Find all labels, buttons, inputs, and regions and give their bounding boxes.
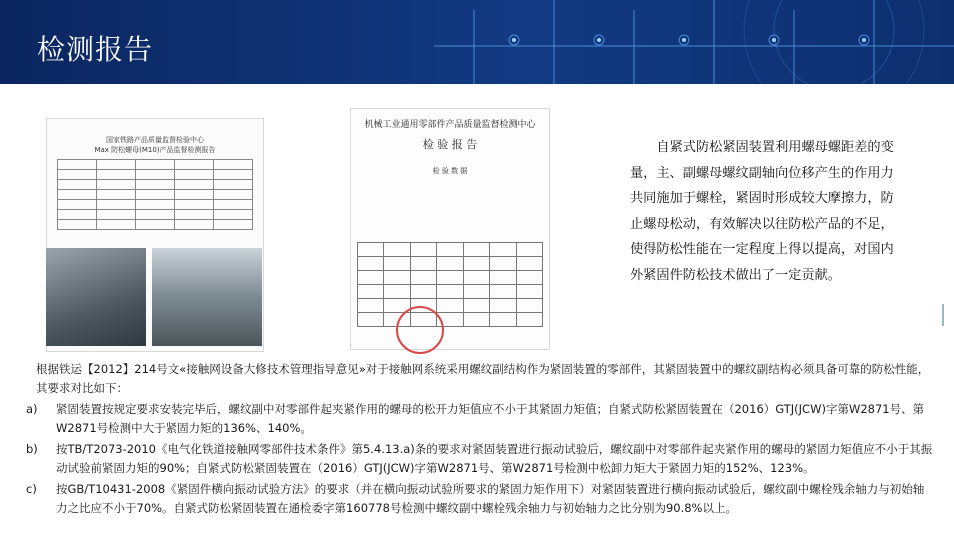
page-title: 检测报告	[37, 33, 154, 66]
doc-right-title: 检 验 报 告	[422, 138, 478, 151]
requirements-section	[22, 360, 934, 518]
requirement-item	[22, 440, 934, 478]
tech-decoration	[434, 0, 954, 84]
item-text: 按GB/T10431-2008《紧固件横向振动试验方法》的要求（并在横向振动试验所要求的紧固力矩作用下）对紧固装置进行横向振动试验后，螺纹副中螺栓残余轴力与初始轴力之比应不小于70%。自紧式防松紧固装置在通检委字第160778号检测中螺纹副中螺栓残余轴力与初始轴力之比分别为90.8%以上。	[56, 482, 925, 515]
doc-left-org: 国家铁路产品质量监督检验中心	[106, 136, 204, 144]
report-image-right	[350, 108, 550, 350]
item-marker: b)	[26, 442, 38, 456]
requirement-item	[22, 480, 934, 518]
doc-left-table	[57, 159, 253, 230]
header-banner	[0, 0, 954, 84]
requirement-item	[22, 400, 934, 438]
item-text: 紧固装置按规定要求安装完毕后，螺纹副中对零部件起夹紧作用的螺母的松开力矩值应不小于其紧固力矩值；自紧式防松紧固装置在（2016）GTJ(JCW)字第W2871号、第W2871号检测中大于紧固力矩的136%、140%。	[56, 402, 925, 435]
requirements-intro: 根据铁运【2012】214号文«接触网设备大修技术管理指导意见»对于接触网系统采用螺纹副结构作为紧固装置的零部件，其紧固装置中的螺纹副结构必须具备可靠的防松性能，其要求对比如下：	[36, 362, 930, 395]
test-rig-photo	[152, 248, 262, 346]
nut-photo	[46, 248, 146, 346]
summary-paragraph: 自紧式防松紧固装置利用螺母螺距差的变量，主、副螺母螺纹副轴向位移产生的作用力共同施加于螺栓，紧固时形成较大摩擦力，防止螺母松动，有效解决以往防松产品的不足，使得防松性能在一定程度上得以提高，对国内外紧固件防松技术做出了一定贡献。	[630, 140, 894, 283]
doc-right-section: 检 验 数 据	[432, 167, 468, 175]
doc-right-table	[357, 242, 543, 327]
red-seal-stamp	[396, 306, 444, 354]
item-marker: a)	[26, 402, 38, 416]
side-mark	[942, 304, 944, 326]
item-marker: c)	[26, 482, 37, 496]
doc-left-title: Max 防松螺母(M10)产品监督检测报告	[94, 146, 216, 154]
item-text: 按TB/T2073-2010《电气化铁道接触网零部件技术条件》第5.4.13.a)条的要求对紧固装置进行振动试验后，螺纹副中对零部件起夹紧作用的螺母的紧固力矩值应不小于其振动试验前紧固力矩的90%；自紧式防松紧固装置在（2016）GTJ(JCW)字第W2871号、第W2871号检测中松卸力矩大于紧固力矩的152%、123%。	[56, 442, 933, 475]
doc-right-org: 机械工业通用零部件产品质量监督检测中心	[364, 120, 536, 130]
